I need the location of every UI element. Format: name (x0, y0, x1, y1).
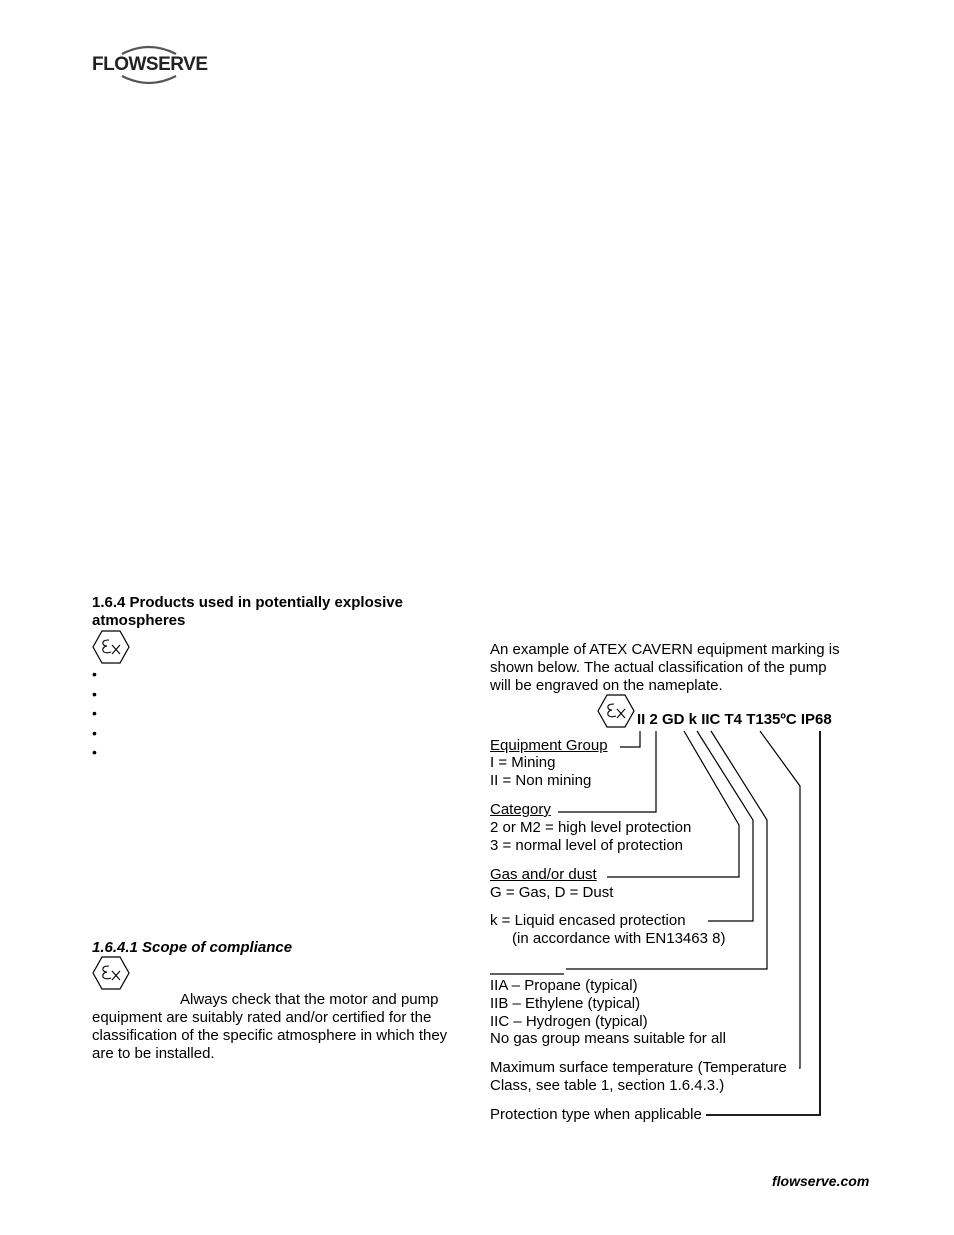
scope-body-line: Always check that the motor and pump (180, 991, 439, 1008)
footer-site: flowserve.com (772, 1173, 870, 1189)
connector-protection-type (706, 731, 820, 1115)
scope-body-line: are to be installed. (92, 1045, 215, 1062)
connector-category (558, 731, 656, 812)
gas-group-line: No gas group means suitable for all (490, 1030, 726, 1047)
list-item: • (92, 724, 97, 741)
connector-protection (697, 731, 753, 921)
max-temp-line: Class, see table 1, section 1.6.4.3.) (490, 1077, 725, 1094)
heading-line: atmospheres (92, 612, 186, 629)
connector-gas-dust (607, 731, 739, 877)
scope-body-line: classification of the specific atmosphere in which they (92, 1027, 448, 1044)
category-line: 3 = normal level of protection (490, 837, 684, 854)
gas-dust-line: G = Gas, D = Dust (490, 884, 614, 901)
list-item: • (92, 666, 97, 682)
list-item: • (92, 744, 97, 760)
protection-line: (in accordance with EN13463 8) (512, 930, 726, 947)
equipment-group-title: Equipment Group (490, 737, 608, 754)
scope-body-line: equipment are suitably rated and/or certified for the (92, 1009, 432, 1026)
heading-line: 1.6.4 Products used in potentially explosive (92, 594, 403, 611)
gas-group-line: IIC – Hydrogen (typical) (490, 1013, 648, 1030)
list-item: • (92, 685, 97, 702)
gas-group-line: IIB – Ethylene (typical) (490, 995, 641, 1012)
equipment-group-line: II = Non mining (490, 772, 592, 789)
max-temp-line: Maximum surface temperature (Temperature (490, 1059, 787, 1076)
connector-max-temp (760, 731, 800, 1068)
gas-dust-title: Gas and/or dust (490, 866, 597, 883)
equipment-group-line: I = Mining (490, 754, 556, 771)
atex-intro-line: shown below. The actual classification of the pump (490, 659, 827, 676)
category-title: Category (490, 801, 551, 818)
gas-group-line: IIA – Propane (typical) (490, 977, 638, 994)
atex-intro-line: will be engraved on the nameplate. (490, 677, 723, 694)
logo-text: FLOWSERVE (92, 54, 208, 75)
connector-equipment-group (620, 731, 640, 747)
protection-line: k = Liquid encased protection (490, 912, 686, 929)
section-heading-1-6-4-1: 1.6.4.1 Scope of compliance (92, 939, 293, 956)
category-line: 2 or M2 = high level protection (490, 819, 692, 836)
connector-gas-group (566, 731, 767, 969)
atex-intro-line: An example of ATEX CAVERN equipment marking is (490, 641, 840, 658)
protection-type-line: Protection type when applicable (490, 1106, 702, 1123)
atex-marking: II 2 GD k IIC T4 T135ºC IP68 (637, 711, 832, 728)
list-item: • (92, 705, 97, 721)
